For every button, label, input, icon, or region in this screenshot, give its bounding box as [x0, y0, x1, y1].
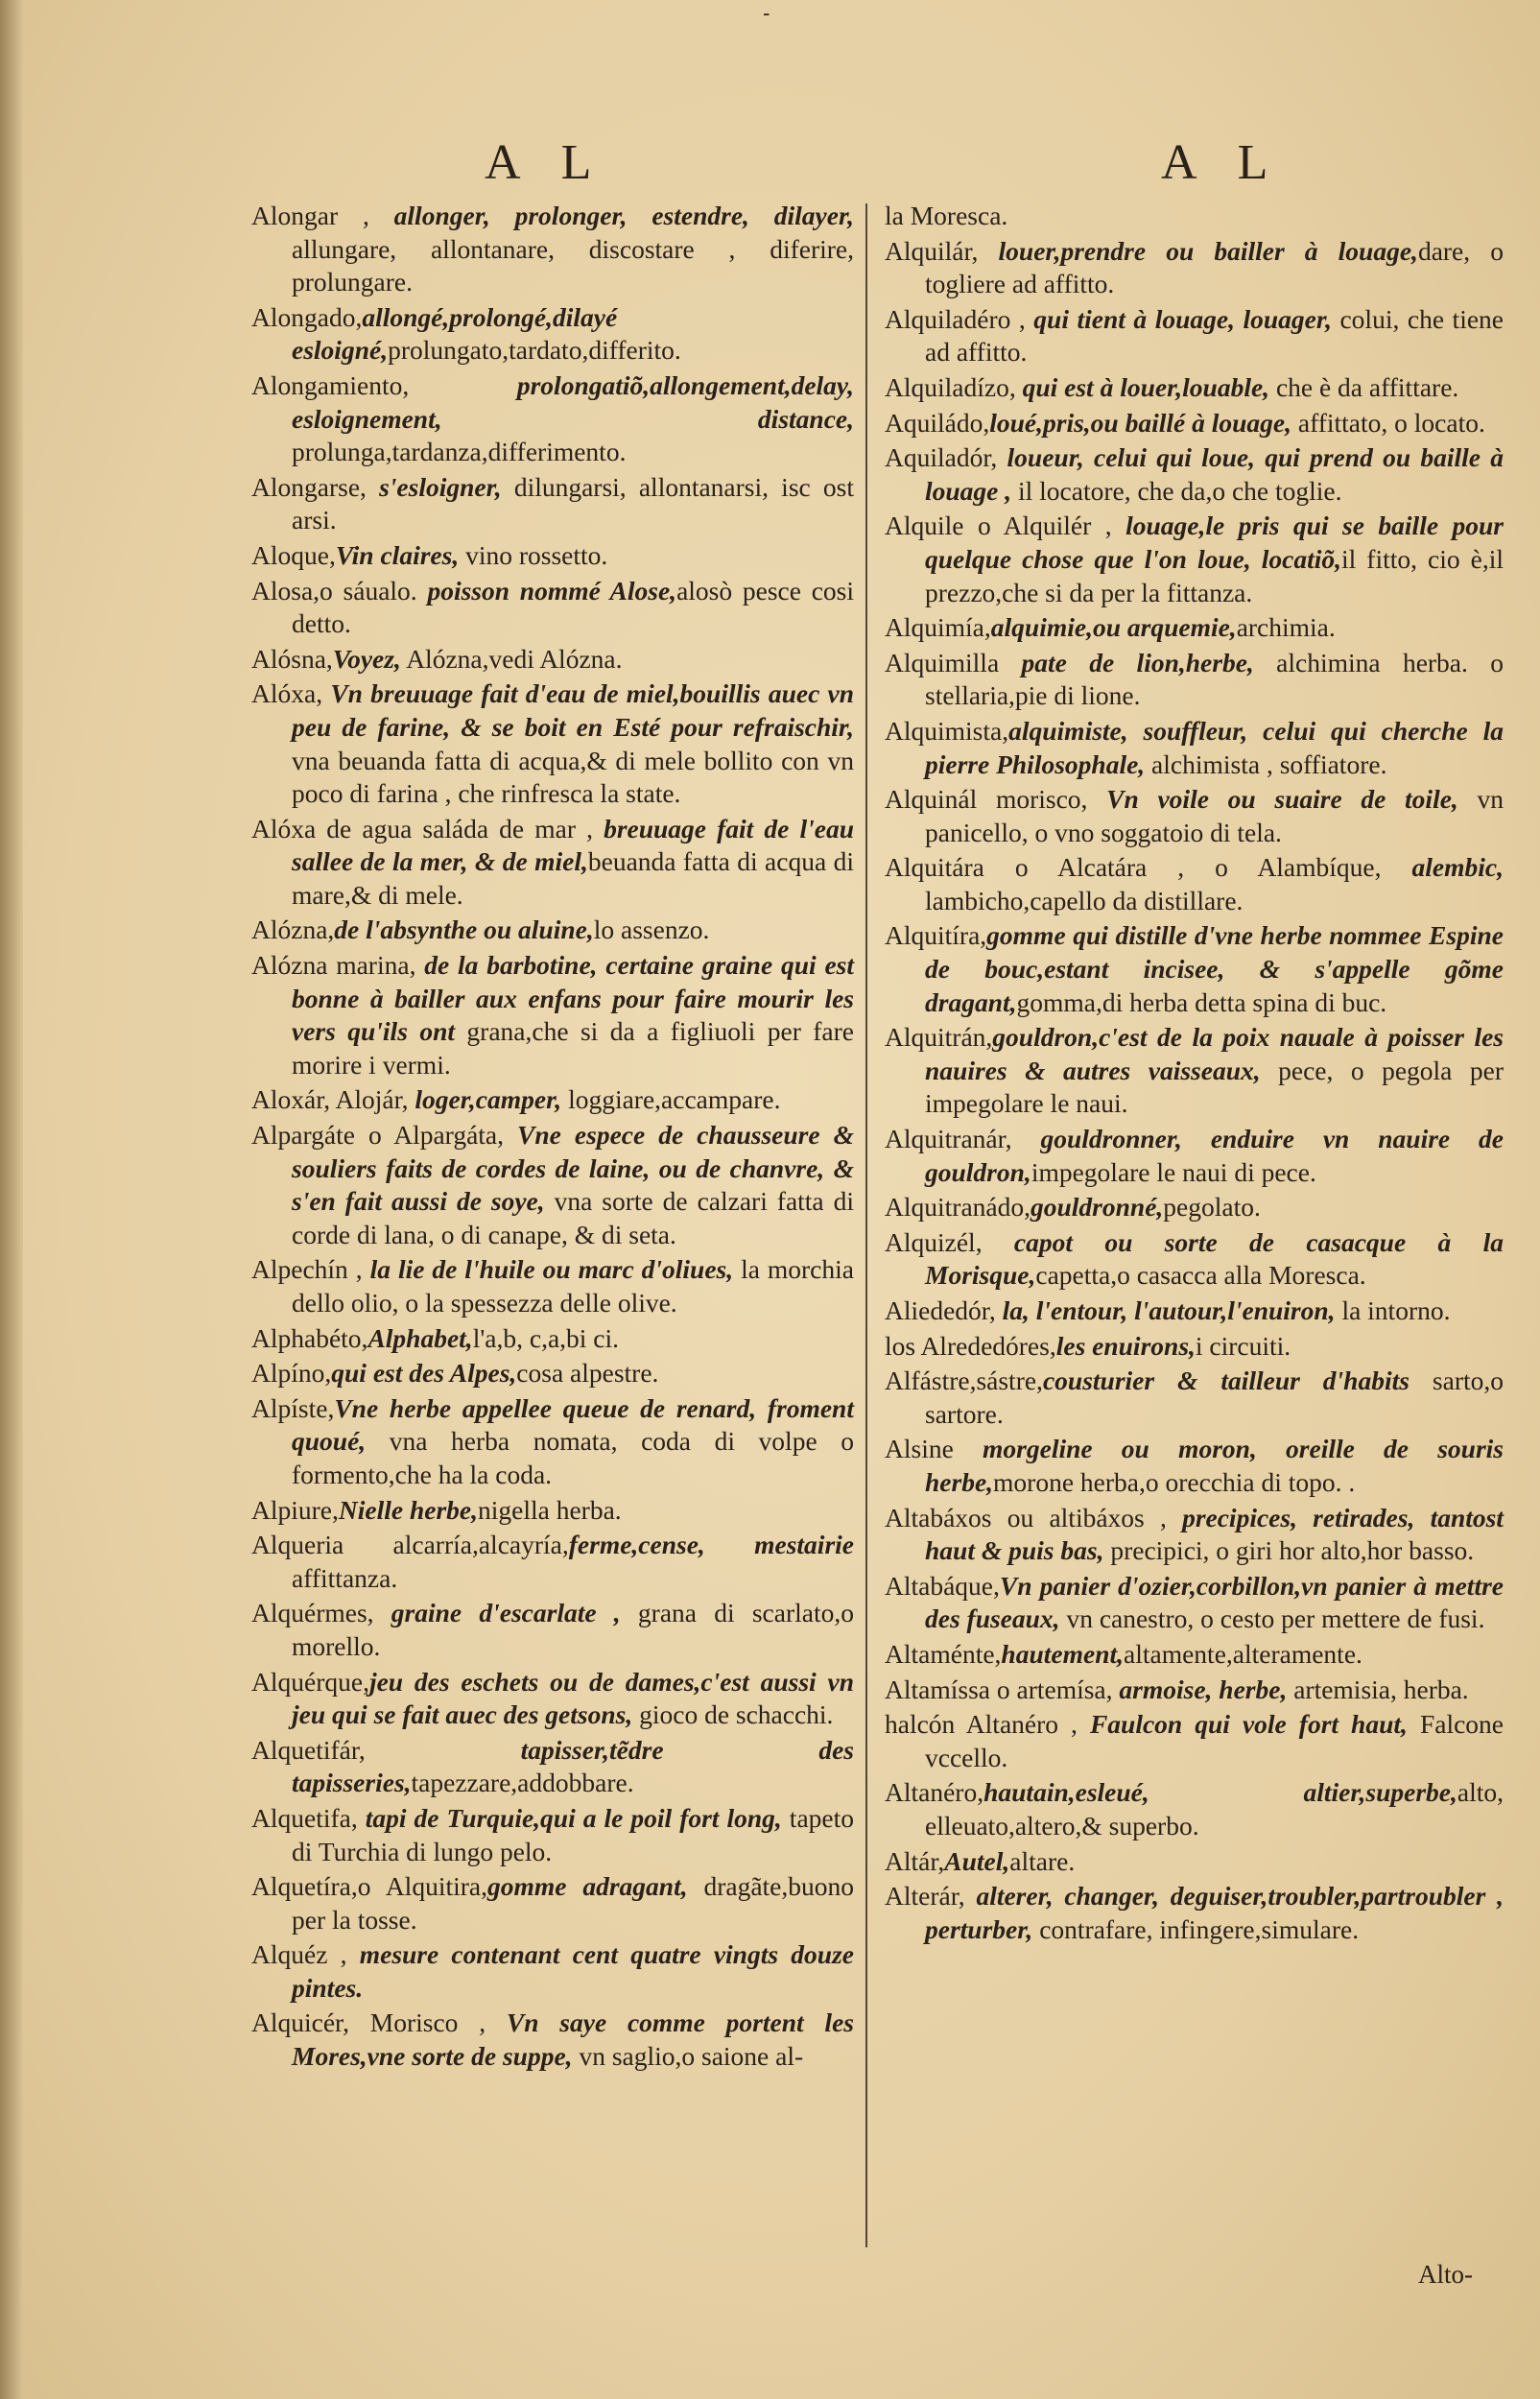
headword: Alquitára o Alcatára , o Alambíque, [885, 852, 1412, 883]
italian-gloss: pegolato. [1163, 1192, 1261, 1223]
dictionary-entry [885, 1880, 1504, 1946]
french-gloss: alterer, changer, deguiser,troubler,partroubler , perturber, [925, 1881, 1504, 1944]
headword: Alóxa, [251, 678, 331, 709]
french-gloss: gomme adragant, [486, 1871, 688, 1902]
italian-gloss: colui, che tiene ad affitto. [925, 303, 1504, 368]
french-gloss: Vn panier d'ozier,corbillon,vn panier à mettre des fuseaux, [925, 1570, 1504, 1634]
dictionary-entry [251, 471, 854, 537]
french-gloss: allonger, prolonger, estendre, dilayer, [393, 201, 854, 230]
french-gloss: morgeline ou moron, oreille de souris herbe, [925, 1434, 1504, 1497]
french-gloss: alquimie,ou arquemie, [990, 612, 1237, 643]
headword: Alongar , [251, 201, 394, 230]
dictionary-entry [251, 200, 854, 299]
italian-gloss: contrafare, infingere,simulare. [1032, 1913, 1360, 1944]
french-gloss: alquimiste, souffleur, celui qui cherche la pierre Philosophale, [925, 715, 1504, 779]
dictionary-entry [251, 1597, 854, 1663]
dictionary-entry [251, 949, 854, 1081]
dictionary-entry [885, 1295, 1504, 1328]
dictionary-entry [885, 1845, 1504, 1879]
dictionary-entry [251, 2007, 854, 2073]
dictionary-entry [885, 200, 1504, 233]
dictionary-entry [251, 1392, 854, 1492]
italian-gloss: dragãte,buono per la tosse. [292, 1871, 854, 1935]
french-gloss: qui tient à louage, louager, [1033, 303, 1332, 334]
headword: Altabáque, [885, 1570, 1000, 1601]
dictionary-entry [885, 1123, 1504, 1189]
headword: Alquérque, [251, 1666, 369, 1697]
italian-gloss: l'a,b, c,a,bi ci. [472, 1322, 620, 1353]
dictionary-entry [251, 1529, 854, 1595]
french-gloss: Vne herbe appellee queue de renard, froment quoué, [292, 1392, 854, 1457]
headword: Alpíno, [251, 1358, 332, 1389]
binding-edge [0, 0, 23, 2399]
french-gloss: ferme,cense, mestairie [568, 1530, 854, 1560]
dictionary-entry [885, 1191, 1504, 1224]
headword: halcón Altanéro , [885, 1709, 1090, 1740]
french-gloss: armoise, herbe, [1119, 1674, 1288, 1704]
headword: Altanéro, [885, 1777, 984, 1808]
dictionary-entry [251, 643, 854, 677]
italian-gloss: Alózna,vedi Alózna. [400, 643, 623, 674]
italian-gloss: alto, elleuato,altero,& superbo. [925, 1777, 1504, 1841]
headword: Alózna marina, [251, 950, 425, 981]
italian-gloss: dare, o togliere ad affitto. [925, 235, 1504, 299]
italian-gloss: il locatore, che da,o che toglie. [1011, 475, 1342, 506]
dictionary-entry [885, 611, 1504, 645]
italian-gloss: altamente,alteramente. [1124, 1638, 1362, 1669]
french-gloss: prolongatiõ,allongement,delay, esloignement, distance, [292, 369, 854, 434]
dictionary-entry [885, 1708, 1504, 1774]
dictionary-entry [251, 1870, 854, 1936]
french-gloss: allongé,prolongé,dilayé esloigné, [292, 301, 618, 366]
french-gloss: loueur, celui qui loue, qui prend ou baille à louage , [925, 442, 1504, 506]
italian-gloss: la intorno. [1335, 1295, 1451, 1325]
headword: Aloque, [251, 539, 336, 570]
headword: Alquiladízo, [885, 371, 1023, 402]
headword: Alquéz , [251, 1939, 360, 1970]
italian-gloss: sarto,o sartore. [925, 1366, 1504, 1429]
french-gloss: tapi de Turquie,qui a le poil fort long, [365, 1802, 782, 1833]
french-gloss: la, l'entour, l'autour,l'enuiron, [1002, 1295, 1336, 1325]
italian-gloss: alchimina herba. o stellaria,pie di lione. [925, 647, 1504, 711]
dictionary-entry [251, 1322, 854, 1356]
french-gloss: Voyez, [332, 643, 401, 674]
french-gloss: Vn saye comme portent les Mores,vne sorte de suppe, [292, 2007, 854, 2072]
headword: Alosa,o sáualo. [251, 575, 428, 606]
headword: Alquetifár, [251, 1734, 521, 1765]
dictionary-entry [251, 575, 854, 641]
headword: Alquetíra,o Alquitira, [251, 1871, 487, 1902]
italian-gloss: gomma,di herba detta spina di buc. [1016, 986, 1387, 1017]
catchword: Alto- [1418, 2260, 1473, 2289]
headword: Alfástre,sástre, [885, 1366, 1043, 1396]
dictionary-entry [251, 301, 854, 368]
dictionary-entry [885, 303, 1504, 369]
french-gloss: gomme qui distille d'vne herbe nommee Espine de bouc,estant incisee, & s'appelle gõme dragant, [925, 920, 1504, 1017]
headword: Alpargáte o Alpargáta, [251, 1120, 518, 1151]
dictionary-entry [251, 1734, 854, 1800]
italian-gloss: morone herba,o orecchia di topo. . [993, 1466, 1356, 1497]
italian-gloss: archimia. [1236, 612, 1336, 643]
french-gloss: Vn voile ou suaire de toile, [1106, 784, 1458, 815]
italian-gloss: Falcone vccello. [925, 1709, 1504, 1772]
french-gloss: Vin claires, [335, 539, 460, 570]
italian-gloss: pece, o pegola per impegolare le naui. [925, 1055, 1504, 1119]
french-gloss: Vne espece de chausseure & souliers faits de cordes de laine, ou de chanvre, & s'en fait aussi de soye, [292, 1120, 854, 1217]
dictionary-entry [885, 1021, 1504, 1121]
dictionary-entry [885, 371, 1504, 405]
french-gloss: louer,prendre ou bailler à louage, [998, 235, 1418, 266]
headword: Aloxár, Alojár, [251, 1084, 415, 1115]
running-head-left: A L [485, 135, 607, 190]
italian-gloss: cosa alpestre. [516, 1358, 659, 1389]
italian-gloss: vna herba nomata, coda di volpe o formento,che ha la coda. [292, 1426, 854, 1489]
italian-gloss: artemisia, herba. [1287, 1674, 1469, 1704]
headword: Alquile o Alquilér , [885, 511, 1126, 541]
dictionary-entry [885, 1433, 1504, 1499]
dictionary-entry [885, 647, 1504, 713]
dictionary-entry [251, 369, 854, 469]
column-rule [865, 203, 867, 2247]
italian-gloss: impegolare le naui di pece. [1031, 1156, 1316, 1187]
french-gloss: poisson nommé Alose, [427, 575, 677, 606]
french-gloss: jeu des eschets ou de dames,c'est aussi vn jeu qui se fait auec des getsons, [292, 1666, 854, 1730]
french-gloss: Autel, [944, 1845, 1010, 1876]
headword: Alquérmes, [251, 1598, 391, 1628]
french-gloss: mesure contenant cent quatre vingts douze pintes. [292, 1939, 854, 2003]
headword: Alphabéto, [251, 1322, 368, 1353]
italian-gloss: il fitto, cio è,il prezzo,che si da per la fittanza. [925, 543, 1504, 607]
dictionary-entry [885, 1330, 1504, 1364]
italian-gloss: affittato, o locato. [1291, 407, 1485, 438]
italian-gloss: prolungato,tardato,differito. [388, 335, 681, 366]
french-gloss: Vn breuuage fait d'eau de miel,bouillis auec vn peu de farine, & se boit en Esté pour refraischir, [292, 678, 854, 742]
headword: Alpechín , [251, 1254, 370, 1285]
headword: Altár, [885, 1845, 945, 1876]
headword: Alósna, [251, 643, 333, 674]
headword: Aquiládo, [885, 407, 990, 438]
italian-gloss: beuanda fatta di acqua di mare,& di mele. [292, 846, 854, 910]
french-gloss: Nielle herbe, [338, 1494, 478, 1525]
french-gloss: gouldronner, enduire vn nauire de gouldron, [925, 1124, 1504, 1187]
dictionary-entry [885, 235, 1504, 301]
dictionary-entry [885, 441, 1504, 508]
headword: Alqueria alcarría,alcayría, [251, 1530, 569, 1560]
running-head-right: A L [1161, 135, 1284, 190]
italian-gloss: grana di scarlato,o morello. [292, 1598, 854, 1661]
italian-gloss: alosò pesce cosi detto. [292, 575, 854, 639]
headword: Alquimista, [885, 715, 1009, 746]
dictionary-entry [251, 1083, 854, 1117]
italian-gloss: che è da affittare. [1269, 371, 1459, 402]
french-gloss: Faulcon qui vole fort haut, [1089, 1709, 1408, 1740]
dictionary-entry [251, 914, 854, 947]
dictionary-entry [251, 1494, 854, 1528]
italian-gloss: dilungarsi, allontanarsi, isc ost arsi. [292, 471, 854, 535]
italian-gloss: allungare, allontanare, discostare , diferire, prolungare. [292, 233, 854, 297]
french-gloss: loger,camper, [415, 1084, 562, 1115]
dictionary-entry [251, 539, 854, 573]
italian-gloss: lo assenzo. [593, 914, 710, 945]
italian-gloss: vino rossetto. [459, 539, 608, 570]
french-gloss: de la barbotine, certaine graine qui est bonne à bailler aux enfans pour faire mourir les vers qu'ils ont [292, 950, 854, 1047]
italian-gloss: i circuiti. [1195, 1330, 1291, 1361]
headword: Alózna, [251, 914, 335, 945]
dictionary-entry [251, 1119, 854, 1251]
dictionary-entry [885, 783, 1504, 849]
italian-gloss: vn canestro, o cesto per mettere de fusi. [1059, 1603, 1485, 1634]
french-gloss: hautement, [1001, 1638, 1125, 1669]
french-gloss: gouldron,c'est de la poix nauale à poisser les nauires & autres vaisseaux, [925, 1022, 1504, 1085]
french-gloss: loué,pris,ou baillé à louage, [989, 407, 1291, 438]
headword: Alquimilla [885, 647, 1022, 677]
french-gloss: qui est des Alpes, [331, 1358, 517, 1389]
dictionary-entry [885, 510, 1504, 609]
headword: Alquinál morisco, [885, 784, 1107, 815]
headword: Alquitranár, [885, 1124, 1041, 1154]
french-gloss: s'esloigner, [379, 471, 502, 502]
dictionary-entry [885, 715, 1504, 781]
french-gloss: louage,le pris qui se baille pour quelque chose que l'on loue, locatiõ, [925, 511, 1504, 574]
italian-gloss: tapeto di Turchia di lungo pelo. [292, 1802, 854, 1866]
italian-gloss: vna beuanda fatta di acqua,& di mele bollito con vn poco di farina , che rinfresca la state. [292, 745, 854, 809]
headword: Alquimía, [885, 612, 991, 643]
italian-gloss: altare. [1009, 1845, 1076, 1876]
headword: Aliededór, [885, 1295, 1003, 1325]
headword: Aquiladór, [885, 442, 1007, 473]
italian-gloss: la morchia dello olio, o la spessezza delle olive. [292, 1254, 854, 1318]
italian-gloss: prolunga,tardanza,differimento. [292, 437, 627, 467]
french-gloss: gouldronné, [1030, 1192, 1164, 1223]
french-gloss: pate de lion,herbe, [1021, 647, 1254, 677]
italian-gloss: loggiare,accampare. [561, 1084, 781, 1115]
italian-gloss: vn saglio,o saione al- [572, 2041, 804, 2072]
french-gloss: qui est à louer,louable, [1022, 371, 1270, 402]
italian-gloss: grana,che si da a figliuoli per fare morire i vermi. [292, 1016, 855, 1080]
headword: Alquicér, Morisco , [251, 2007, 507, 2038]
headword: Alpiure, [251, 1494, 339, 1525]
italian-gloss: gioco de schacchi. [632, 1699, 834, 1730]
right-column [885, 200, 1504, 1948]
french-gloss: de l'absynthe ou aluine, [334, 914, 594, 945]
french-gloss: alembic, [1411, 852, 1504, 883]
headword: Altamíssa o artemísa, [885, 1674, 1120, 1704]
dictionary-entry [251, 1357, 854, 1390]
dictionary-entry [885, 1570, 1504, 1636]
french-gloss: graine d'escarlate , [391, 1598, 621, 1628]
dictionary-entry [885, 407, 1504, 440]
headword: Alóxa de agua saláda de mar , [251, 813, 604, 843]
dictionary-entry [885, 919, 1504, 1019]
italian-gloss: lambicho,capello da distillare. [925, 885, 1244, 915]
headword: Alquetifa, [251, 1802, 366, 1833]
headword: los Alrededóres, [885, 1330, 1056, 1361]
headword: Alquitranádo, [885, 1192, 1031, 1223]
dictionary-entry [885, 1226, 1504, 1293]
dictionary-entry [251, 1253, 854, 1319]
french-gloss: breuuage fait de l'eau sallee de la mer, & de miel, [292, 813, 854, 877]
french-gloss: hautain,esleué, altier,superbe, [983, 1777, 1457, 1808]
headword: Alongado, [251, 301, 363, 332]
dictionary-entry [251, 1802, 854, 1868]
headword: Alquizél, [885, 1226, 1014, 1257]
italian-gloss: vna sorte de calzari fatta di corde di lana, o di canape, & di seta. [292, 1186, 854, 1249]
headword: Alpíste, [251, 1392, 335, 1423]
french-gloss: les enuirons, [1055, 1330, 1196, 1361]
headword: Alquilár, [885, 235, 999, 266]
french-gloss: la lie de l'huile ou marc d'oliues, [369, 1254, 734, 1285]
french-gloss: cousturier & tailleur d'habits [1042, 1366, 1410, 1396]
italian-gloss: affittanza. [292, 1562, 398, 1593]
dictionary-entry [885, 1638, 1504, 1672]
dictionary-entry [885, 851, 1504, 917]
headword: Alongarse, [251, 471, 380, 502]
dictionary-entry [251, 1666, 854, 1732]
dictionary-entry [885, 1776, 1504, 1842]
french-gloss: precipices, retirades, tantost haut & puis bas, [925, 1502, 1504, 1566]
italian-gloss: alchimista , soffiatore. [1145, 748, 1387, 779]
headword: Alsine [885, 1434, 983, 1464]
dictionary-entry [251, 677, 854, 810]
headword: Alterár, [885, 1881, 977, 1912]
headword: Alquiladéro , [885, 303, 1034, 334]
italian-gloss: precipici, o giri hor alto,hor basso. [1103, 1535, 1475, 1566]
headword: Altabáxos ou altibáxos , [885, 1502, 1183, 1532]
dictionary-entry [885, 1365, 1504, 1431]
italian-gloss: nigella herba. [478, 1494, 622, 1525]
dictionary-entry [885, 1502, 1504, 1568]
top-mark: - [763, 2, 770, 26]
italian-gloss: vn panicello, o vno soggatoio di tela. [925, 784, 1504, 847]
dictionary-entry [885, 1674, 1504, 1707]
italian-gloss: capetta,o casacca alla Moresca. [1035, 1260, 1366, 1291]
left-column [251, 200, 854, 2076]
headword: Alquitrán, [885, 1022, 993, 1053]
french-gloss: capot ou sorte de casacque à la Morisque, [925, 1226, 1504, 1291]
headword: Altaménte, [885, 1638, 1002, 1669]
french-gloss: tapisser,tẽdre des tapisseries, [292, 1734, 854, 1798]
french-gloss: Alphabet, [367, 1322, 473, 1353]
italian-gloss: la Moresca. [885, 201, 1008, 230]
italian-gloss: tapezzare,addobbare. [411, 1768, 634, 1798]
dictionary-entry [251, 1938, 854, 2005]
headword: Alquitíra, [885, 920, 987, 951]
dictionary-entry [251, 813, 854, 913]
headword: Alongamiento, [251, 369, 517, 400]
